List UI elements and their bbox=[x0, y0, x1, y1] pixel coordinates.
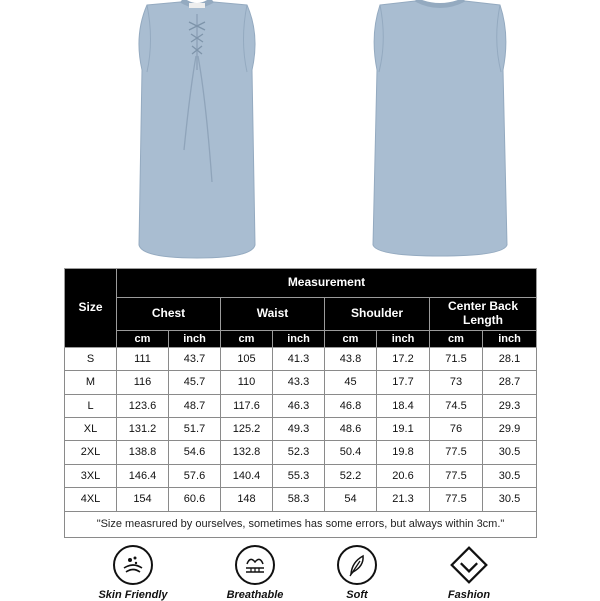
size-cell: S bbox=[65, 348, 117, 371]
feature-label: Fashion bbox=[447, 589, 491, 601]
breathable-icon bbox=[235, 545, 275, 585]
table-cell: 30.5 bbox=[483, 464, 537, 487]
table-cell: 46.3 bbox=[273, 394, 325, 417]
table-cell: 19.1 bbox=[377, 418, 430, 441]
unit-header: cm bbox=[430, 331, 483, 348]
table-row bbox=[65, 464, 537, 487]
table-cell: 48.6 bbox=[325, 418, 377, 441]
table-cell: 29.3 bbox=[483, 394, 537, 417]
table-cell: 46.8 bbox=[325, 394, 377, 417]
waist-header: Waist bbox=[221, 298, 325, 331]
table-cell: 54.6 bbox=[169, 441, 221, 464]
table-cell: 71.5 bbox=[430, 348, 483, 371]
table-row bbox=[65, 371, 537, 394]
table-cell: 73 bbox=[430, 371, 483, 394]
table-row bbox=[65, 348, 537, 371]
table-cell: 77.5 bbox=[430, 488, 483, 511]
table-cell: 19.8 bbox=[377, 441, 430, 464]
table-cell: 52.3 bbox=[273, 441, 325, 464]
chest-header: Chest bbox=[117, 298, 221, 331]
feature-fashion bbox=[424, 545, 514, 601]
table-cell: 111 bbox=[117, 348, 169, 371]
table-cell: 116 bbox=[117, 371, 169, 394]
table-cell: 43.8 bbox=[325, 348, 377, 371]
table-cell: 20.6 bbox=[377, 464, 430, 487]
feature-label: Skin Friendly bbox=[98, 589, 168, 601]
table-cell: 45 bbox=[325, 371, 377, 394]
table-cell: 21.3 bbox=[377, 488, 430, 511]
table-cell: 45.7 bbox=[169, 371, 221, 394]
unit-header: inch bbox=[169, 331, 221, 348]
table-cell: 48.7 bbox=[169, 394, 221, 417]
feature-label: Breathable bbox=[226, 589, 284, 601]
table-row bbox=[65, 488, 537, 511]
unit-header: inch bbox=[273, 331, 325, 348]
unit-header: inch bbox=[377, 331, 430, 348]
table-cell: 148 bbox=[221, 488, 273, 511]
table-cell: 110 bbox=[221, 371, 273, 394]
size-cell: XL bbox=[65, 418, 117, 441]
table-cell: 76 bbox=[430, 418, 483, 441]
table-cell: 58.3 bbox=[273, 488, 325, 511]
table-cell: 60.6 bbox=[169, 488, 221, 511]
table-cell: 18.4 bbox=[377, 394, 430, 417]
table-cell: 140.4 bbox=[221, 464, 273, 487]
unit-header: cm bbox=[221, 331, 273, 348]
feature-label: Soft bbox=[346, 589, 368, 601]
shoulder-header: Shoulder bbox=[325, 298, 430, 331]
skin-friendly-icon bbox=[113, 545, 153, 585]
table-cell: 49.3 bbox=[273, 418, 325, 441]
size-note: "Size measrured by ourselves, sometimes has some errors, but always within 3cm." bbox=[65, 511, 537, 537]
table-cell: 43.7 bbox=[169, 348, 221, 371]
size-note-row bbox=[65, 511, 537, 537]
feature-skin-friendly bbox=[88, 545, 178, 601]
size-column-header: Size bbox=[65, 269, 117, 348]
table-cell: 41.3 bbox=[273, 348, 325, 371]
table-cell: 123.6 bbox=[117, 394, 169, 417]
table-cell: 125.2 bbox=[221, 418, 273, 441]
unit-header: cm bbox=[117, 331, 169, 348]
table-cell: 146.4 bbox=[117, 464, 169, 487]
shirt-front-image bbox=[92, 0, 302, 262]
unit-header: cm bbox=[325, 331, 377, 348]
measurement-header: Measurement bbox=[117, 269, 537, 298]
table-cell: 77.5 bbox=[430, 441, 483, 464]
table-cell: 28.1 bbox=[483, 348, 537, 371]
unit-header: inch bbox=[483, 331, 537, 348]
size-cell: 2XL bbox=[65, 441, 117, 464]
table-cell: 138.8 bbox=[117, 441, 169, 464]
size-cell: 3XL bbox=[65, 464, 117, 487]
table-cell: 154 bbox=[117, 488, 169, 511]
table-row bbox=[65, 394, 537, 417]
table-cell: 52.2 bbox=[325, 464, 377, 487]
table-cell: 54 bbox=[325, 488, 377, 511]
table-cell: 117.6 bbox=[221, 394, 273, 417]
table-cell: 131.2 bbox=[117, 418, 169, 441]
size-chart-table bbox=[64, 268, 537, 538]
table-row bbox=[65, 441, 537, 464]
feature-soft bbox=[312, 545, 402, 601]
table-cell: 43.3 bbox=[273, 371, 325, 394]
table-cell: 28.7 bbox=[483, 371, 537, 394]
feather-icon bbox=[337, 545, 377, 585]
table-cell: 77.5 bbox=[430, 464, 483, 487]
feature-breathable bbox=[210, 545, 300, 601]
table-cell: 50.4 bbox=[325, 441, 377, 464]
center-back-length-header: Center Back Length bbox=[430, 298, 537, 331]
table-cell: 17.2 bbox=[377, 348, 430, 371]
table-cell: 30.5 bbox=[483, 441, 537, 464]
size-cell: 4XL bbox=[65, 488, 117, 511]
size-cell: M bbox=[65, 371, 117, 394]
diamond-heart-icon bbox=[449, 545, 489, 585]
table-cell: 132.8 bbox=[221, 441, 273, 464]
table-cell: 17.7 bbox=[377, 371, 430, 394]
table-cell: 105 bbox=[221, 348, 273, 371]
table-cell: 74.5 bbox=[430, 394, 483, 417]
table-row bbox=[65, 418, 537, 441]
table-cell: 29.9 bbox=[483, 418, 537, 441]
table-cell: 55.3 bbox=[273, 464, 325, 487]
size-cell: L bbox=[65, 394, 117, 417]
table-cell: 30.5 bbox=[483, 488, 537, 511]
table-cell: 57.6 bbox=[169, 464, 221, 487]
shirt-back-image bbox=[355, 0, 525, 262]
table-cell: 51.7 bbox=[169, 418, 221, 441]
